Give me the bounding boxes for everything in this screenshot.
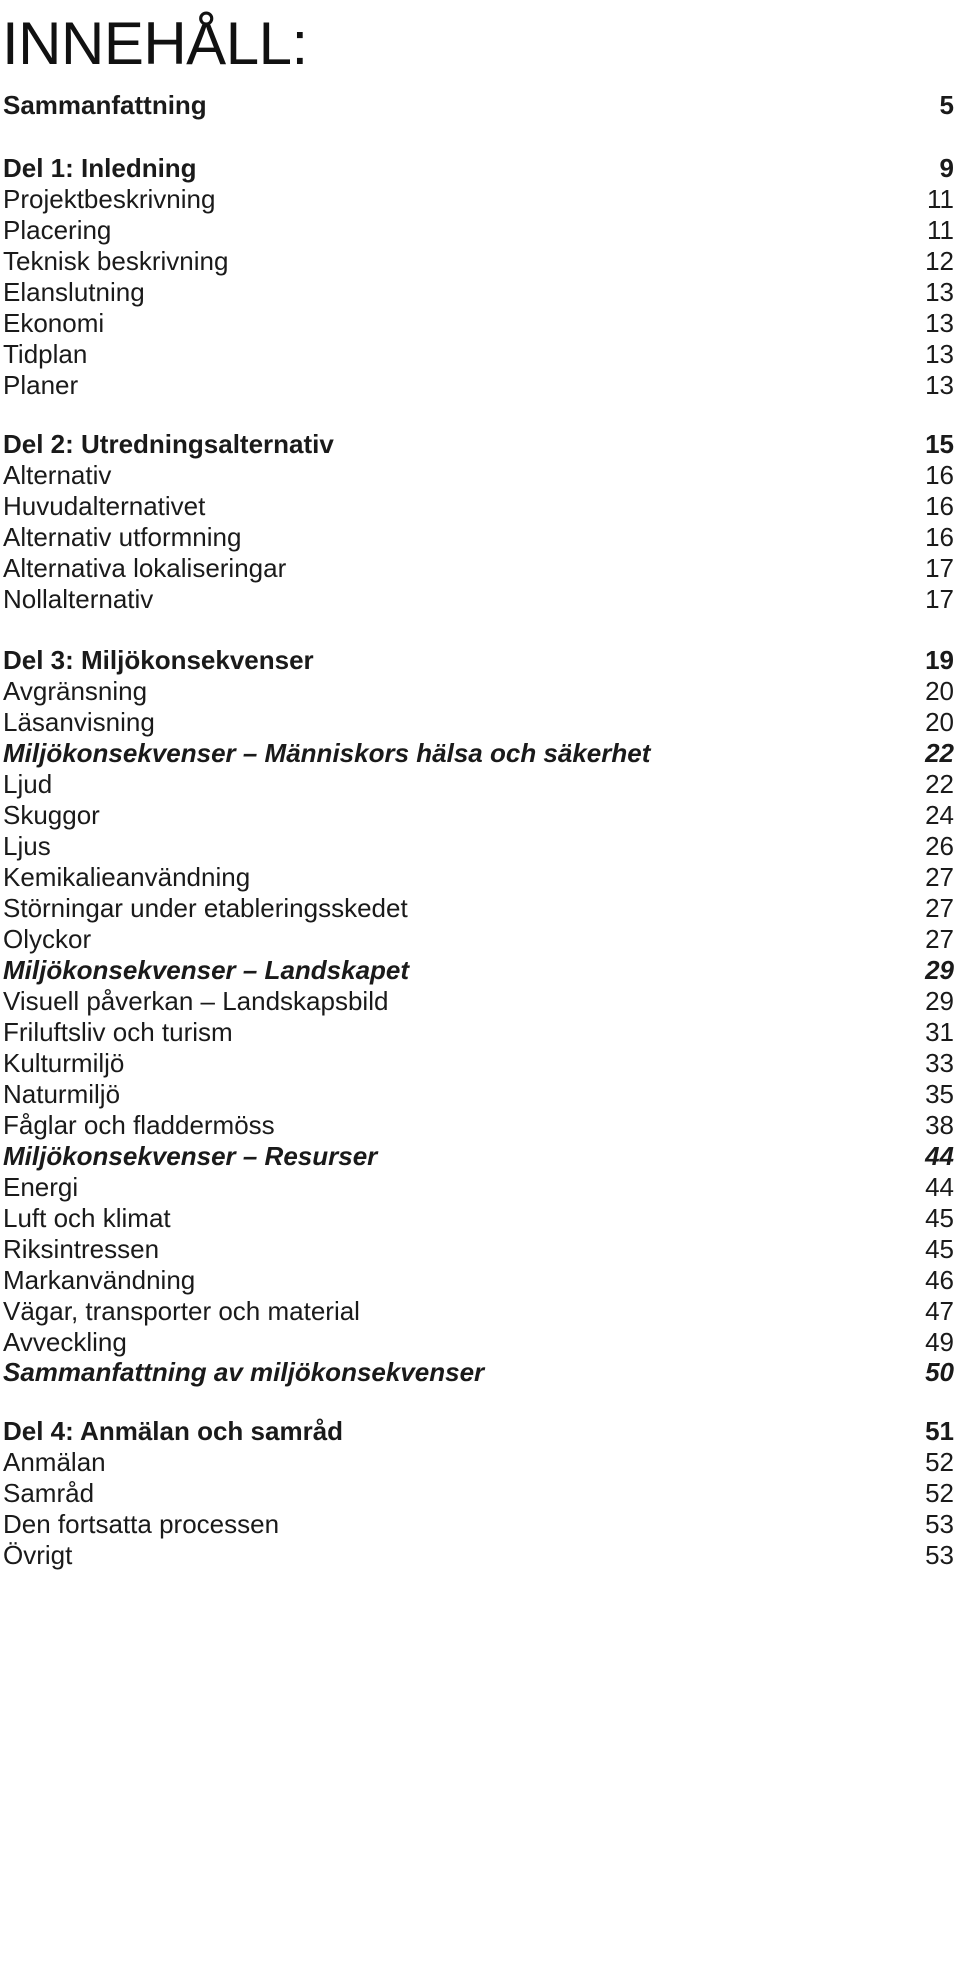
toc-entry-page-number: 16 [925, 522, 954, 552]
toc-heading [3, 88, 954, 122]
toc-entry-label: Nollalternativ [3, 584, 154, 614]
toc-entry-label: Sammanfattning av miljökonsekvenser [3, 1357, 485, 1387]
toc-entry [3, 984, 954, 1018]
page-title: INNEHÅLL: [2, 10, 308, 77]
toc-entry [3, 1046, 954, 1080]
toc-entry [3, 1077, 954, 1111]
toc-entry-label: Kulturmiljö [3, 1048, 125, 1078]
toc-entry [3, 1507, 954, 1541]
toc-entry-label: Del 3: Miljökonsekvenser [3, 645, 314, 675]
toc-entry-label: Planer [3, 370, 79, 400]
toc-heading [3, 736, 954, 770]
toc-entry-label: Teknisk beskrivning [3, 246, 229, 276]
toc-entry-page-number: 29 [925, 955, 954, 985]
toc-entry-page-number: 52 [925, 1447, 954, 1477]
toc-entry [3, 674, 954, 708]
toc-entry-page-number: 33 [925, 1048, 954, 1078]
toc-entry [3, 1201, 954, 1235]
toc-entry [3, 1108, 954, 1142]
toc-entry-label: Naturmiljö [3, 1079, 121, 1109]
toc-entry-label: Alternativ utformning [3, 522, 242, 552]
toc-entry-label: Övrigt [3, 1540, 73, 1570]
toc-entry-page-number: 44 [925, 1141, 954, 1171]
toc-entry-page-number: 16 [925, 460, 954, 490]
toc-entry [3, 275, 954, 309]
toc-entry-page-number: 27 [925, 862, 954, 892]
toc-entry-label: Läsanvisning [3, 707, 155, 737]
toc-entry-page-number: 35 [925, 1079, 954, 1109]
toc-entry-page-number: 13 [925, 339, 954, 369]
toc-entry-label: Ekonomi [3, 308, 105, 338]
toc-entry-page-number: 15 [925, 429, 954, 459]
toc-entry-label: Miljökonsekvenser – Människors hälsa och säkerhet [3, 738, 651, 768]
toc-entry-page-number: 29 [925, 986, 954, 1016]
toc-entry-page-number: 24 [925, 800, 954, 830]
toc-entry [3, 520, 954, 554]
toc-entry-page-number: 44 [925, 1172, 954, 1202]
toc-entry-page-number: 5 [939, 90, 954, 120]
toc-entry [3, 705, 954, 739]
toc-entry-page-number: 12 [925, 246, 954, 276]
toc-entry [3, 582, 954, 616]
toc-entry-page-number: 13 [925, 277, 954, 307]
toc-entry-label: Den fortsatta processen [3, 1509, 280, 1539]
toc-entry-label: Del 2: Utredningsalternativ [3, 429, 334, 459]
toc-heading [3, 151, 954, 185]
toc-entry-page-number: 50 [925, 1357, 954, 1387]
toc-entry-label: Tidplan [3, 339, 88, 369]
toc-entry-label: Energi [3, 1172, 79, 1202]
toc-entry-page-number: 17 [925, 553, 954, 583]
toc-entry-label: Fåglar och fladdermöss [3, 1110, 275, 1140]
toc-entry-label: Avgränsning [3, 676, 148, 706]
toc-entry-page-number: 22 [925, 738, 954, 768]
toc-entry-page-number: 13 [925, 370, 954, 400]
toc-entry [3, 922, 954, 956]
toc-entry-page-number: 45 [925, 1234, 954, 1264]
toc-entry-page-number: 31 [925, 1017, 954, 1047]
toc-entry-label: Luft och klimat [3, 1203, 171, 1233]
toc-entry-page-number: 27 [925, 924, 954, 954]
toc-entry-label: Alternativa lokaliseringar [3, 553, 287, 583]
toc-entry [3, 213, 954, 247]
toc-entry [3, 244, 954, 278]
toc-entry-label: Del 1: Inledning [3, 153, 197, 183]
toc-heading [3, 1355, 954, 1389]
toc-entry-label: Samråd [3, 1478, 95, 1508]
toc-entry-page-number: 53 [925, 1509, 954, 1539]
toc-heading [3, 953, 954, 987]
toc-entry [3, 1325, 954, 1359]
toc-entry [3, 551, 954, 585]
toc-entry [3, 182, 954, 216]
toc-entry-label: Anmälan [3, 1447, 106, 1477]
toc-entry-page-number: 26 [925, 831, 954, 861]
toc-entry [3, 458, 954, 492]
toc-entry-label: Del 4: Anmälan och samråd [3, 1416, 344, 1446]
toc-entry [3, 1232, 954, 1266]
toc-entry-label: Riksintressen [3, 1234, 160, 1264]
toc-entry-page-number: 38 [925, 1110, 954, 1140]
toc-entry-label: Placering [3, 215, 112, 245]
toc-entry-label: Olyckor [3, 924, 92, 954]
toc-entry-label: Kemikalieanvändning [3, 862, 251, 892]
toc-entry [3, 798, 954, 832]
toc-entry-page-number: 20 [925, 707, 954, 737]
toc-entry-label: Visuell påverkan – Landskapsbild [3, 986, 389, 1016]
toc-entry [3, 1476, 954, 1510]
toc-entry-page-number: 45 [925, 1203, 954, 1233]
toc-entry-page-number: 22 [925, 769, 954, 799]
toc-entry-page-number: 46 [925, 1265, 954, 1295]
toc-entry-label: Huvudalternativet [3, 491, 206, 521]
toc-entry-page-number: 52 [925, 1478, 954, 1508]
toc-entry-page-number: 11 [927, 215, 954, 245]
toc-entry-page-number: 13 [925, 308, 954, 338]
toc-entry-label: Vägar, transporter och material [3, 1296, 360, 1326]
toc-entry-page-number: 11 [927, 184, 954, 214]
toc-entry-page-number: 9 [939, 153, 954, 183]
toc-entry-page-number: 27 [925, 893, 954, 923]
toc-entry-label: Friluftsliv och turism [3, 1017, 233, 1047]
toc-entry-page-number: 47 [925, 1296, 954, 1326]
toc-heading [3, 1414, 954, 1448]
toc-entry [3, 767, 954, 801]
toc-entry-label: Skuggor [3, 800, 100, 830]
toc-entry-page-number: 16 [925, 491, 954, 521]
toc-entry [3, 1294, 954, 1328]
toc-entry [3, 1170, 954, 1204]
toc-entry [3, 1445, 954, 1479]
toc-entry-label: Miljökonsekvenser – Landskapet [3, 955, 410, 985]
toc-entry-page-number: 20 [925, 676, 954, 706]
toc-heading [3, 643, 954, 677]
toc-entry [3, 829, 954, 863]
toc-entry-page-number: 51 [925, 1416, 954, 1446]
toc-heading [3, 427, 954, 461]
toc-entry-label: Projektbeskrivning [3, 184, 216, 214]
toc-entry [3, 489, 954, 523]
toc-entry-page-number: 49 [925, 1327, 954, 1357]
toc-heading [3, 1139, 954, 1173]
toc-entry-page-number: 19 [925, 645, 954, 675]
toc-entry-label: Ljud [3, 769, 53, 799]
toc-entry [3, 337, 954, 371]
toc-entry [3, 368, 954, 402]
toc-entry-page-number: 17 [925, 584, 954, 614]
toc-entry-label: Elanslutning [3, 277, 145, 307]
toc-entry-label: Alternativ [3, 460, 112, 490]
toc-entry [3, 860, 954, 894]
toc-entry-label: Markanvändning [3, 1265, 196, 1295]
toc-entry [3, 306, 954, 340]
toc-entry [3, 1263, 954, 1297]
toc-entry-label: Avveckling [3, 1327, 127, 1357]
toc-entry-label: Ljus [3, 831, 51, 861]
toc-entry-label: Störningar under etableringsskedet [3, 893, 408, 923]
toc-entry [3, 1538, 954, 1572]
toc-entry-label: Sammanfattning [3, 90, 207, 120]
toc-entry [3, 891, 954, 925]
toc-entry-page-number: 53 [925, 1540, 954, 1570]
toc-entry [3, 1015, 954, 1049]
toc-entry-label: Miljökonsekvenser – Resurser [3, 1141, 378, 1171]
